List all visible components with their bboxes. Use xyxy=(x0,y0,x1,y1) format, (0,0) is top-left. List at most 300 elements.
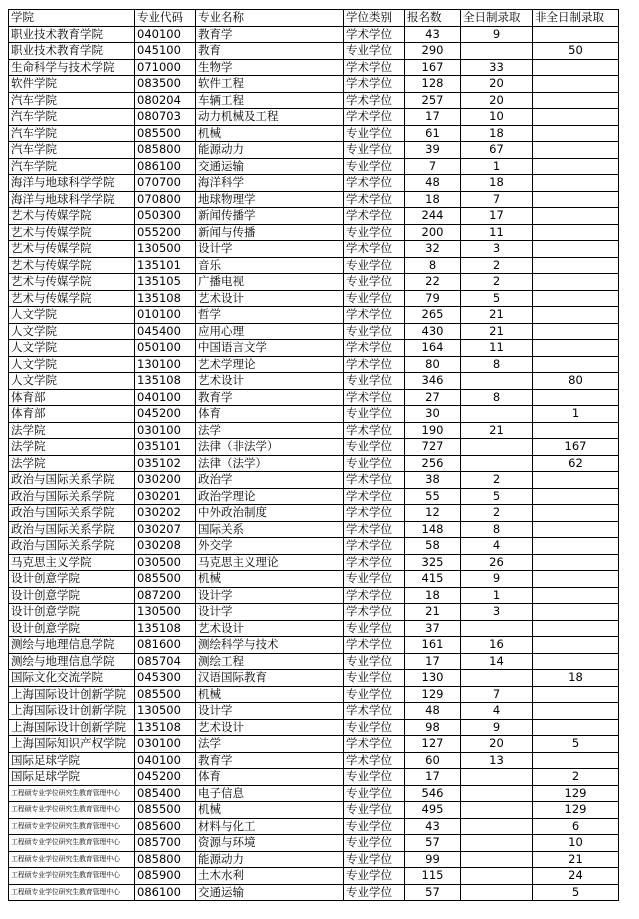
major-code-cell: 030100 xyxy=(135,736,196,753)
full-time-cell: 1 xyxy=(461,587,533,604)
college-cell: 国际文化交流学院 xyxy=(9,670,135,687)
major-code-cell: 030207 xyxy=(135,521,196,538)
table-row xyxy=(9,554,619,571)
major-name-cell: 新闻传播学 xyxy=(196,208,344,225)
part-time-cell xyxy=(533,191,619,208)
major-code-cell: 083500 xyxy=(135,76,196,93)
table-body xyxy=(9,26,619,901)
degree-type-cell: 专业学位 xyxy=(344,785,405,802)
part-time-cell xyxy=(533,340,619,357)
applicants-cell: 17 xyxy=(405,653,461,670)
major-name-cell: 能源动力 xyxy=(196,142,344,159)
major-name-cell: 艺术设计 xyxy=(196,373,344,390)
applicants-cell: 12 xyxy=(405,505,461,522)
major-code-cell: 045200 xyxy=(135,769,196,786)
degree-type-cell: 专业学位 xyxy=(344,802,405,819)
table-row xyxy=(9,125,619,142)
full-time-cell xyxy=(461,851,533,868)
full-time-cell xyxy=(461,439,533,456)
full-time-cell: 4 xyxy=(461,703,533,720)
part-time-cell xyxy=(533,554,619,571)
full-time-cell: 17 xyxy=(461,208,533,225)
college-cell: 艺术与传媒学院 xyxy=(9,290,135,307)
major-code-cell: 010100 xyxy=(135,307,196,324)
header-major-name: 专业名称 xyxy=(196,10,344,27)
part-time-cell xyxy=(533,241,619,258)
degree-type-cell: 专业学位 xyxy=(344,158,405,175)
full-time-cell: 3 xyxy=(461,604,533,621)
major-code-cell: 085500 xyxy=(135,802,196,819)
header-degree-type: 学位类别 xyxy=(344,10,405,27)
college-cell: 工程硕专业学位研究生教育管理中心 xyxy=(9,868,135,885)
part-time-cell xyxy=(533,307,619,324)
major-name-cell: 海洋科学 xyxy=(196,175,344,192)
major-name-cell: 法律（非法学） xyxy=(196,439,344,456)
major-code-cell: 135101 xyxy=(135,257,196,274)
applicants-cell: 37 xyxy=(405,620,461,637)
full-time-cell: 2 xyxy=(461,257,533,274)
applicants-cell: 495 xyxy=(405,802,461,819)
part-time-cell: 50 xyxy=(533,43,619,60)
major-name-cell: 设计学 xyxy=(196,703,344,720)
full-time-cell: 67 xyxy=(461,142,533,159)
major-code-cell: 071000 xyxy=(135,59,196,76)
applicants-cell: 79 xyxy=(405,290,461,307)
header-part-time-admitted: 非全日制录取 xyxy=(533,10,619,27)
major-name-cell: 机械 xyxy=(196,125,344,142)
part-time-cell xyxy=(533,637,619,654)
applicants-cell: 346 xyxy=(405,373,461,390)
degree-type-cell: 学术学位 xyxy=(344,472,405,489)
major-name-cell: 地球物理学 xyxy=(196,191,344,208)
degree-type-cell: 学术学位 xyxy=(344,637,405,654)
major-code-cell: 030200 xyxy=(135,472,196,489)
major-name-cell: 机械 xyxy=(196,571,344,588)
table-row xyxy=(9,191,619,208)
table-row xyxy=(9,257,619,274)
college-cell: 海洋与地球科学学院 xyxy=(9,175,135,192)
full-time-cell xyxy=(461,868,533,885)
college-cell: 海洋与地球科学学院 xyxy=(9,191,135,208)
college-cell: 生命科学与技术学院 xyxy=(9,59,135,76)
degree-type-cell: 学术学位 xyxy=(344,505,405,522)
table-row xyxy=(9,620,619,637)
part-time-cell: 62 xyxy=(533,455,619,472)
degree-type-cell: 学术学位 xyxy=(344,175,405,192)
part-time-cell: 24 xyxy=(533,868,619,885)
major-name-cell: 汉语国际教育 xyxy=(196,670,344,687)
degree-type-cell: 学术学位 xyxy=(344,92,405,109)
part-time-cell xyxy=(533,76,619,93)
table-row xyxy=(9,736,619,753)
college-cell: 艺术与传媒学院 xyxy=(9,208,135,225)
applicants-cell: 244 xyxy=(405,208,461,225)
college-cell: 政治与国际关系学院 xyxy=(9,488,135,505)
major-name-cell: 国际关系 xyxy=(196,521,344,538)
applicants-cell: 39 xyxy=(405,142,461,159)
full-time-cell xyxy=(461,884,533,901)
full-time-cell: 11 xyxy=(461,340,533,357)
table-row xyxy=(9,488,619,505)
table-row xyxy=(9,653,619,670)
table-row xyxy=(9,604,619,621)
major-code-cell: 035101 xyxy=(135,439,196,456)
full-time-cell: 7 xyxy=(461,686,533,703)
college-cell: 法学院 xyxy=(9,439,135,456)
degree-type-cell: 学术学位 xyxy=(344,191,405,208)
major-code-cell: 080703 xyxy=(135,109,196,126)
part-time-cell xyxy=(533,356,619,373)
full-time-cell: 2 xyxy=(461,274,533,291)
major-name-cell: 车辆工程 xyxy=(196,92,344,109)
full-time-cell xyxy=(461,769,533,786)
applicants-cell: 48 xyxy=(405,175,461,192)
part-time-cell xyxy=(533,422,619,439)
degree-type-cell: 专业学位 xyxy=(344,373,405,390)
major-code-cell: 135105 xyxy=(135,274,196,291)
applicants-cell: 57 xyxy=(405,835,461,852)
degree-type-cell: 学术学位 xyxy=(344,208,405,225)
table-row xyxy=(9,587,619,604)
college-cell: 上海国际设计创新学院 xyxy=(9,686,135,703)
full-time-cell: 1 xyxy=(461,158,533,175)
degree-type-cell: 学术学位 xyxy=(344,340,405,357)
major-name-cell: 教育学 xyxy=(196,26,344,43)
degree-type-cell: 专业学位 xyxy=(344,670,405,687)
degree-type-cell: 学术学位 xyxy=(344,422,405,439)
applicants-cell: 58 xyxy=(405,538,461,555)
full-time-cell: 33 xyxy=(461,59,533,76)
degree-type-cell: 学术学位 xyxy=(344,752,405,769)
major-name-cell: 体育 xyxy=(196,769,344,786)
applicants-cell: 161 xyxy=(405,637,461,654)
table-row xyxy=(9,389,619,406)
part-time-cell xyxy=(533,653,619,670)
full-time-cell: 5 xyxy=(461,488,533,505)
applicants-cell: 190 xyxy=(405,422,461,439)
part-time-cell xyxy=(533,521,619,538)
college-cell: 艺术与传媒学院 xyxy=(9,274,135,291)
part-time-cell xyxy=(533,686,619,703)
full-time-cell: 21 xyxy=(461,323,533,340)
major-code-cell: 050300 xyxy=(135,208,196,225)
part-time-cell: 1 xyxy=(533,406,619,423)
table-row xyxy=(9,158,619,175)
major-code-cell: 085700 xyxy=(135,835,196,852)
major-code-cell: 130500 xyxy=(135,703,196,720)
major-name-cell: 艺术设计 xyxy=(196,290,344,307)
college-cell: 工程硕专业学位研究生教育管理中心 xyxy=(9,802,135,819)
major-name-cell: 交通运输 xyxy=(196,884,344,901)
table-row xyxy=(9,323,619,340)
full-time-cell xyxy=(461,43,533,60)
header-row xyxy=(9,10,619,27)
full-time-cell: 2 xyxy=(461,472,533,489)
major-code-cell: 085900 xyxy=(135,868,196,885)
applicants-cell: 18 xyxy=(405,587,461,604)
applicants-cell: 57 xyxy=(405,884,461,901)
part-time-cell xyxy=(533,290,619,307)
full-time-cell: 14 xyxy=(461,653,533,670)
part-time-cell: 5 xyxy=(533,884,619,901)
applicants-cell: 48 xyxy=(405,703,461,720)
major-name-cell: 软件工程 xyxy=(196,76,344,93)
applicants-cell: 55 xyxy=(405,488,461,505)
major-name-cell: 音乐 xyxy=(196,257,344,274)
part-time-cell xyxy=(533,538,619,555)
table-row xyxy=(9,686,619,703)
full-time-cell: 5 xyxy=(461,290,533,307)
applicants-cell: 21 xyxy=(405,604,461,621)
table-row xyxy=(9,455,619,472)
degree-type-cell: 专业学位 xyxy=(344,323,405,340)
degree-type-cell: 专业学位 xyxy=(344,290,405,307)
major-name-cell: 哲学 xyxy=(196,307,344,324)
full-time-cell: 13 xyxy=(461,752,533,769)
major-name-cell: 测绘工程 xyxy=(196,653,344,670)
full-time-cell: 18 xyxy=(461,175,533,192)
full-time-cell: 16 xyxy=(461,637,533,654)
degree-type-cell: 学术学位 xyxy=(344,488,405,505)
full-time-cell: 9 xyxy=(461,26,533,43)
major-name-cell: 教育学 xyxy=(196,389,344,406)
degree-type-cell: 学术学位 xyxy=(344,389,405,406)
major-code-cell: 085400 xyxy=(135,785,196,802)
college-cell: 国际足球学院 xyxy=(9,752,135,769)
applicants-cell: 30 xyxy=(405,406,461,423)
major-name-cell: 马克思主义理论 xyxy=(196,554,344,571)
applicants-cell: 27 xyxy=(405,389,461,406)
college-cell: 人文学院 xyxy=(9,373,135,390)
degree-type-cell: 学术学位 xyxy=(344,109,405,126)
full-time-cell: 9 xyxy=(461,571,533,588)
degree-type-cell: 专业学位 xyxy=(344,406,405,423)
major-code-cell: 135108 xyxy=(135,373,196,390)
part-time-cell xyxy=(533,59,619,76)
applicants-cell: 7 xyxy=(405,158,461,175)
college-cell: 测绘与地理信息学院 xyxy=(9,637,135,654)
full-time-cell: 8 xyxy=(461,389,533,406)
college-cell: 工程硕专业学位研究生教育管理中心 xyxy=(9,835,135,852)
college-cell: 国际足球学院 xyxy=(9,769,135,786)
table-row xyxy=(9,109,619,126)
applicants-cell: 148 xyxy=(405,521,461,538)
college-cell: 工程硕专业学位研究生教育管理中心 xyxy=(9,785,135,802)
part-time-cell xyxy=(533,224,619,241)
table-row xyxy=(9,868,619,885)
major-code-cell: 085704 xyxy=(135,653,196,670)
applicants-cell: 727 xyxy=(405,439,461,456)
header-college: 学院 xyxy=(9,10,135,27)
applicants-cell: 60 xyxy=(405,752,461,769)
major-code-cell: 130500 xyxy=(135,604,196,621)
major-name-cell: 法学 xyxy=(196,736,344,753)
part-time-cell xyxy=(533,142,619,159)
applicants-cell: 325 xyxy=(405,554,461,571)
degree-type-cell: 学术学位 xyxy=(344,59,405,76)
part-time-cell xyxy=(533,620,619,637)
major-name-cell: 材料与化工 xyxy=(196,818,344,835)
major-code-cell: 135108 xyxy=(135,290,196,307)
table-row xyxy=(9,290,619,307)
full-time-cell: 11 xyxy=(461,224,533,241)
major-code-cell: 030201 xyxy=(135,488,196,505)
table-row xyxy=(9,802,619,819)
major-name-cell: 教育 xyxy=(196,43,344,60)
degree-type-cell: 专业学位 xyxy=(344,835,405,852)
table-row xyxy=(9,356,619,373)
table-row xyxy=(9,505,619,522)
college-cell: 艺术与传媒学院 xyxy=(9,257,135,274)
college-cell: 工程硕专业学位研究生教育管理中心 xyxy=(9,884,135,901)
table-row xyxy=(9,835,619,852)
table-row xyxy=(9,406,619,423)
degree-type-cell: 学术学位 xyxy=(344,521,405,538)
applicants-cell: 200 xyxy=(405,224,461,241)
applicants-cell: 61 xyxy=(405,125,461,142)
table-row xyxy=(9,43,619,60)
part-time-cell xyxy=(533,92,619,109)
full-time-cell xyxy=(461,373,533,390)
part-time-cell: 80 xyxy=(533,373,619,390)
major-code-cell: 135108 xyxy=(135,620,196,637)
degree-type-cell: 专业学位 xyxy=(344,274,405,291)
college-cell: 人文学院 xyxy=(9,356,135,373)
full-time-cell: 7 xyxy=(461,191,533,208)
degree-type-cell: 专业学位 xyxy=(344,571,405,588)
major-name-cell: 法律（法学） xyxy=(196,455,344,472)
applicants-cell: 164 xyxy=(405,340,461,357)
full-time-cell: 21 xyxy=(461,307,533,324)
major-code-cell: 055200 xyxy=(135,224,196,241)
full-time-cell: 2 xyxy=(461,505,533,522)
college-cell: 设计创意学院 xyxy=(9,587,135,604)
college-cell: 政治与国际关系学院 xyxy=(9,521,135,538)
degree-type-cell: 专业学位 xyxy=(344,620,405,637)
full-time-cell xyxy=(461,670,533,687)
college-cell: 政治与国际关系学院 xyxy=(9,472,135,489)
major-name-cell: 法学 xyxy=(196,422,344,439)
table-row xyxy=(9,76,619,93)
college-cell: 人文学院 xyxy=(9,340,135,357)
major-name-cell: 设计学 xyxy=(196,587,344,604)
college-cell: 汽车学院 xyxy=(9,125,135,142)
table-row xyxy=(9,851,619,868)
major-name-cell: 设计学 xyxy=(196,604,344,621)
table-row xyxy=(9,439,619,456)
degree-type-cell: 专业学位 xyxy=(344,142,405,159)
applicants-cell: 22 xyxy=(405,274,461,291)
table-row xyxy=(9,785,619,802)
college-cell: 上海国际设计创新学院 xyxy=(9,719,135,736)
degree-type-cell: 专业学位 xyxy=(344,439,405,456)
part-time-cell: 129 xyxy=(533,802,619,819)
degree-type-cell: 学术学位 xyxy=(344,241,405,258)
degree-type-cell: 专业学位 xyxy=(344,719,405,736)
college-cell: 人文学院 xyxy=(9,323,135,340)
major-code-cell: 085800 xyxy=(135,851,196,868)
part-time-cell: 167 xyxy=(533,439,619,456)
part-time-cell xyxy=(533,604,619,621)
applicants-cell: 257 xyxy=(405,92,461,109)
full-time-cell: 8 xyxy=(461,356,533,373)
table-row xyxy=(9,752,619,769)
college-cell: 艺术与传媒学院 xyxy=(9,224,135,241)
major-code-cell: 087200 xyxy=(135,587,196,604)
degree-type-cell: 专业学位 xyxy=(344,868,405,885)
applicants-cell: 256 xyxy=(405,455,461,472)
degree-type-cell: 专业学位 xyxy=(344,686,405,703)
major-code-cell: 045100 xyxy=(135,43,196,60)
degree-type-cell: 专业学位 xyxy=(344,851,405,868)
major-name-cell: 测绘科学与技术 xyxy=(196,637,344,654)
applicants-cell: 98 xyxy=(405,719,461,736)
major-code-cell: 085500 xyxy=(135,571,196,588)
college-cell: 体育部 xyxy=(9,389,135,406)
college-cell: 马克思主义学院 xyxy=(9,554,135,571)
major-code-cell: 080204 xyxy=(135,92,196,109)
part-time-cell xyxy=(533,752,619,769)
applicants-cell: 290 xyxy=(405,43,461,60)
applicants-cell: 38 xyxy=(405,472,461,489)
degree-type-cell: 专业学位 xyxy=(344,257,405,274)
degree-type-cell: 学术学位 xyxy=(344,307,405,324)
major-name-cell: 土木水利 xyxy=(196,868,344,885)
full-time-cell: 20 xyxy=(461,92,533,109)
major-code-cell: 070800 xyxy=(135,191,196,208)
part-time-cell xyxy=(533,323,619,340)
college-cell: 汽车学院 xyxy=(9,109,135,126)
table-row xyxy=(9,340,619,357)
table-row xyxy=(9,307,619,324)
applicants-cell: 43 xyxy=(405,818,461,835)
part-time-cell xyxy=(533,472,619,489)
college-cell: 人文学院 xyxy=(9,307,135,324)
applicants-cell: 43 xyxy=(405,26,461,43)
full-time-cell: 4 xyxy=(461,538,533,555)
full-time-cell: 18 xyxy=(461,125,533,142)
major-code-cell: 040100 xyxy=(135,26,196,43)
table-row xyxy=(9,241,619,258)
major-code-cell: 086100 xyxy=(135,158,196,175)
full-time-cell: 10 xyxy=(461,109,533,126)
table-row xyxy=(9,719,619,736)
major-name-cell: 教育学 xyxy=(196,752,344,769)
major-name-cell: 中国语言文学 xyxy=(196,340,344,357)
college-cell: 政治与国际关系学院 xyxy=(9,538,135,555)
header-applicants: 报名数 xyxy=(405,10,461,27)
major-name-cell: 机械 xyxy=(196,802,344,819)
table-row xyxy=(9,26,619,43)
major-code-cell: 130100 xyxy=(135,356,196,373)
part-time-cell: 6 xyxy=(533,818,619,835)
part-time-cell xyxy=(533,587,619,604)
degree-type-cell: 专业学位 xyxy=(344,818,405,835)
applicants-cell: 127 xyxy=(405,736,461,753)
major-name-cell: 中外政治制度 xyxy=(196,505,344,522)
full-time-cell: 8 xyxy=(461,521,533,538)
major-code-cell: 030100 xyxy=(135,422,196,439)
degree-type-cell: 专业学位 xyxy=(344,125,405,142)
part-time-cell: 18 xyxy=(533,670,619,687)
major-name-cell: 电子信息 xyxy=(196,785,344,802)
applicants-cell: 32 xyxy=(405,241,461,258)
major-code-cell: 040100 xyxy=(135,752,196,769)
major-code-cell: 050100 xyxy=(135,340,196,357)
part-time-cell xyxy=(533,274,619,291)
full-time-cell: 20 xyxy=(461,736,533,753)
full-time-cell: 20 xyxy=(461,76,533,93)
